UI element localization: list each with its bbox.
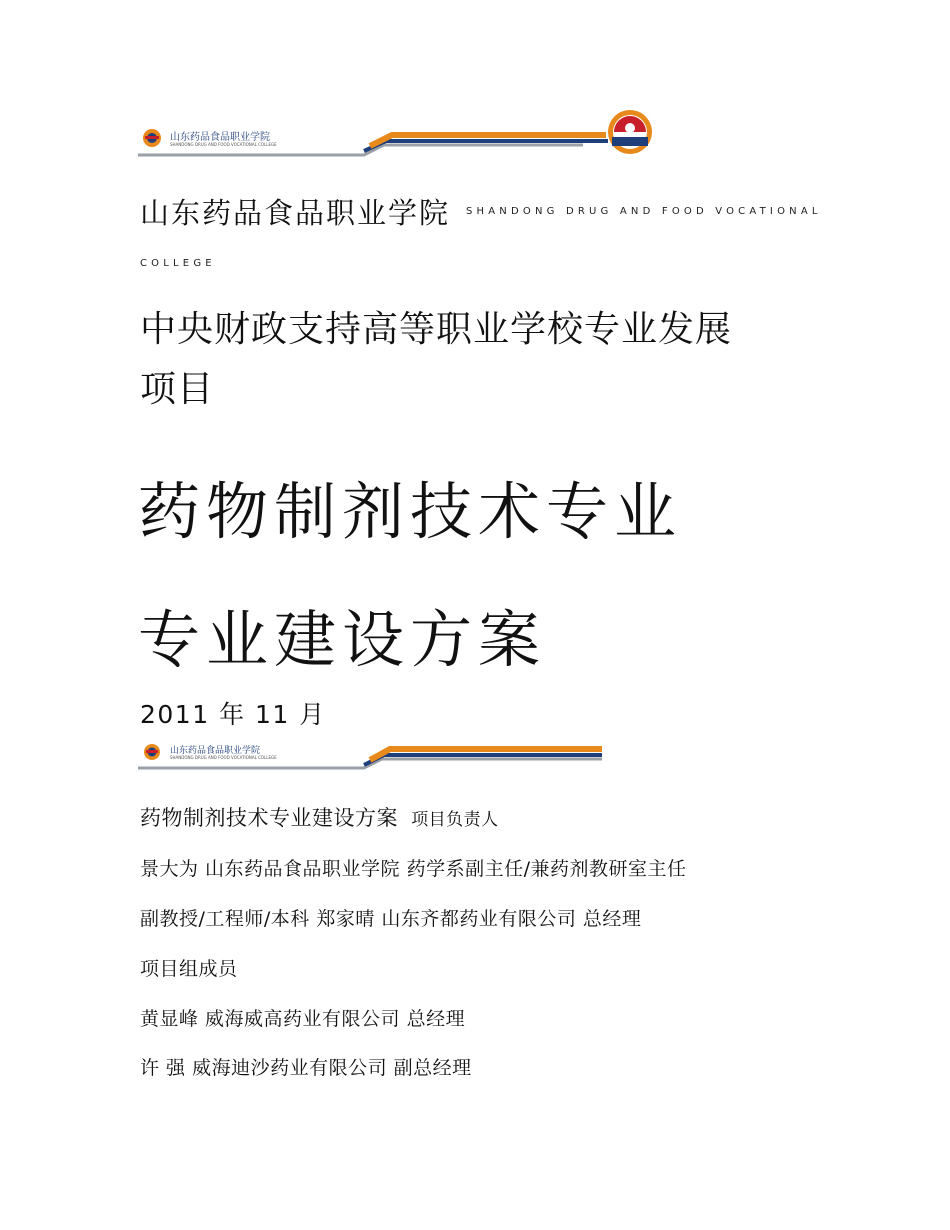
logo-en: SHANDONG DRUG AND FOOD VOCATIONAL COLLEGE bbox=[170, 142, 277, 147]
body-line-6: 许 强 威海迪沙药业有限公司 副总经理 bbox=[140, 1057, 472, 1079]
project-leader-label: 项目负责人 bbox=[411, 810, 499, 830]
body-line-5: 黄显峰 威海威高药业有限公司 总经理 bbox=[140, 1008, 466, 1030]
logo-name: 山东药品食品职业学院 bbox=[170, 132, 270, 143]
project-line2: 项目 bbox=[140, 369, 215, 410]
header-banner bbox=[138, 108, 658, 160]
school-logo-small-icon bbox=[144, 744, 160, 760]
plan-title: 药物制剂技术专业建设方案 bbox=[140, 806, 398, 830]
main-title-line1: 药物制剂技术专业 bbox=[138, 475, 683, 548]
body-line-2: 景大为 山东药品食品职业学院 药学系副主任/兼药剂教研室主任 bbox=[140, 858, 687, 880]
document-date: 2011 年 11 月 bbox=[140, 700, 326, 729]
body-line-4: 项目组成员 bbox=[140, 958, 238, 980]
main-title-line2: 专业建设方案 bbox=[138, 603, 547, 676]
school-logo-icon bbox=[143, 129, 161, 147]
school-name-cn: 山东药品食品职业学院 bbox=[140, 196, 451, 230]
school-seal-icon bbox=[608, 110, 652, 154]
body-line-1 bbox=[140, 802, 499, 832]
section-logo-en: SHANDONG DRUG AND FOOD VOCATIONAL COLLEGE bbox=[170, 755, 277, 760]
section-logo-name: 山东药品食品职业学院 bbox=[170, 746, 261, 756]
school-name-en-line1: SHANDONG DRUG AND FOOD VOCATIONAL bbox=[466, 206, 822, 217]
school-name-en-line2: COLLEGE bbox=[140, 258, 216, 269]
section-banner bbox=[138, 736, 608, 772]
project-line1: 中央财政支持高等职业学校专业发展 bbox=[140, 309, 733, 350]
body-line-3: 副教授/工程师/本科 郑家晴 山东齐都药业有限公司 总经理 bbox=[140, 908, 642, 930]
